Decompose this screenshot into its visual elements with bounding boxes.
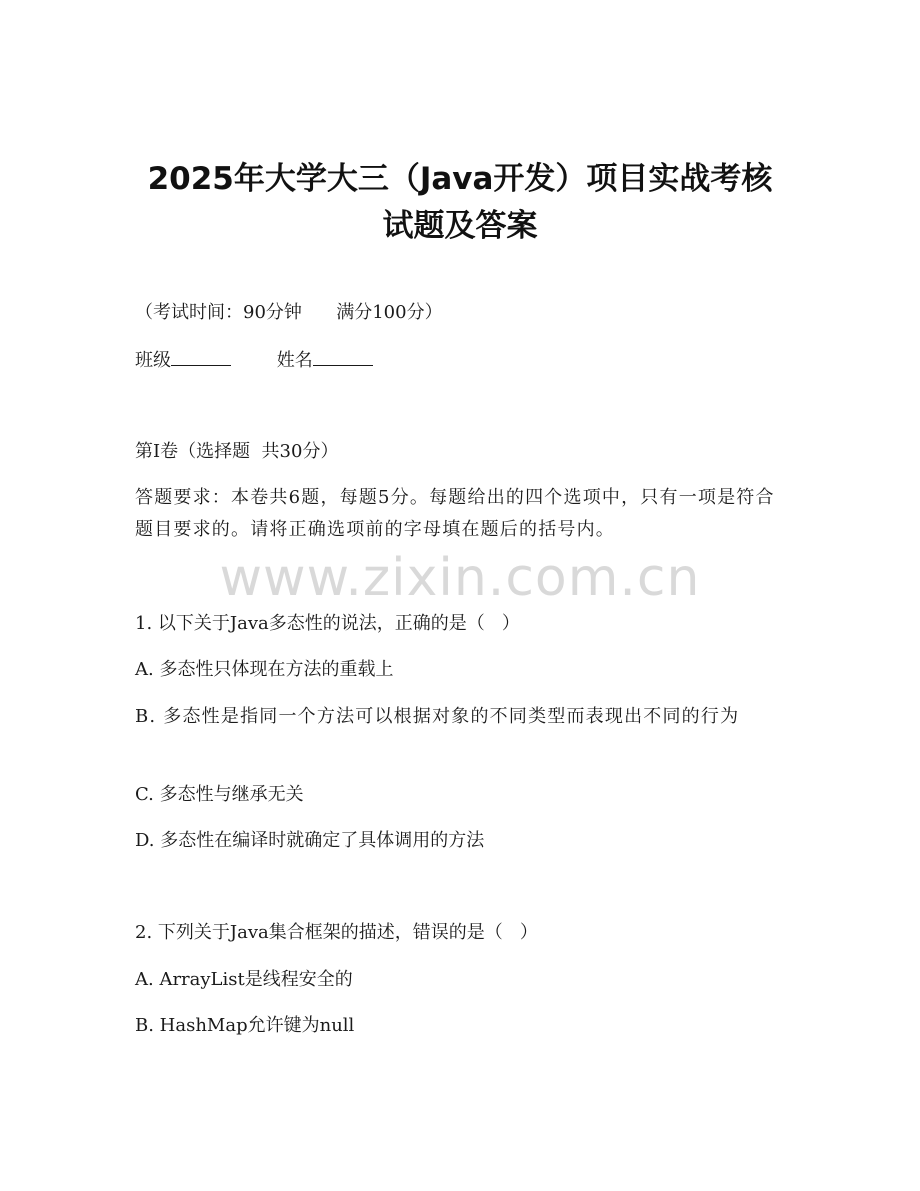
question-1-option-a: A. 多态性只体现在方法的重载上 bbox=[135, 659, 394, 680]
document-title-line1: 2025年大学大三（Java开发）项目实战考核 bbox=[147, 161, 773, 197]
name-blank bbox=[313, 347, 373, 366]
class-blank bbox=[171, 347, 231, 366]
question-1-option-d: D. 多态性在编译时就确定了具体调用的方法 bbox=[135, 830, 485, 851]
question-2-option-b: B. HashMap允许键为null bbox=[135, 1015, 355, 1036]
question-2-option-a: A. ArrayList是线程安全的 bbox=[135, 969, 353, 990]
question-2-stem: 2. 下列关于Java集合框架的描述，错误的是（ ） bbox=[135, 922, 538, 943]
section-heading: 第I卷（选择题 共30分） bbox=[135, 441, 339, 462]
question-1-option-c: C. 多态性与继承无关 bbox=[135, 784, 304, 805]
question-1-option-b: B. 多态性是指同一个方法可以根据对象的不同类型而表现出不同的行为 bbox=[135, 706, 740, 727]
student-fields bbox=[135, 347, 373, 375]
section-requirement: 答题要求：本卷共6题，每题5分。每题给出的四个选项中，只有一项是符合题目要求的。请将正确选项前的字母填在题后的括号内。 bbox=[135, 487, 775, 540]
exam-info: （考试时间：90分钟 满分100分） bbox=[135, 302, 443, 323]
class-label: 班级 bbox=[135, 350, 171, 371]
watermark: www.zixin.com.cn bbox=[219, 548, 701, 608]
name-label: 姓名 bbox=[276, 350, 313, 371]
document-title-line2: 试题及答案 bbox=[382, 208, 538, 244]
question-1-stem: 1. 以下关于Java多态性的说法，正确的是（ ） bbox=[135, 613, 520, 634]
